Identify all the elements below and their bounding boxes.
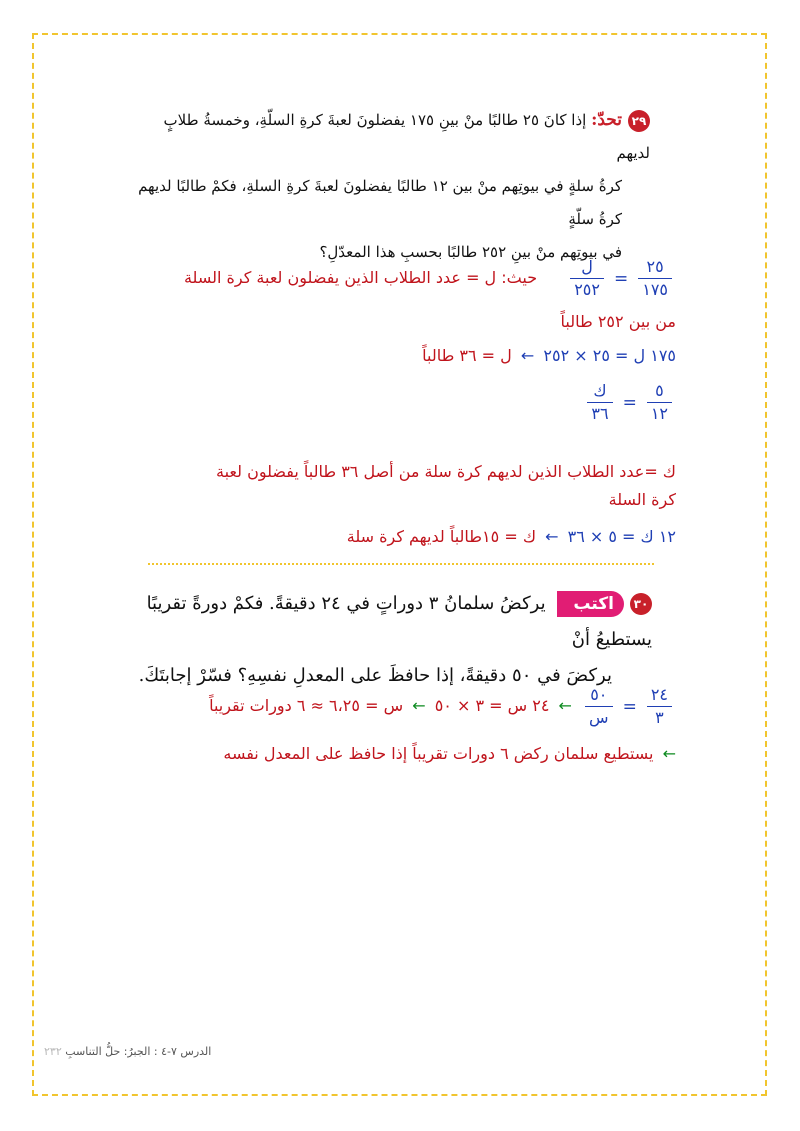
problem-29 bbox=[130, 104, 650, 269]
problem-29-line-1 bbox=[130, 104, 650, 170]
problem-number-badge: ٢٩ bbox=[628, 110, 650, 132]
fraction: $\frac{٢٤}{٣}$ bbox=[647, 684, 672, 729]
fraction: $\frac{٥}{١٢}$ bbox=[647, 380, 672, 425]
arrow-left-icon: ← bbox=[558, 696, 572, 715]
write-keyword-badge: اكتب bbox=[557, 591, 624, 617]
fraction: $\frac{\text{ك}}{٣٦}$ bbox=[587, 380, 612, 425]
solution-30-step: $\frac{٢٤}{٣}$ = $\frac{٥٠}{\text{س}}$ ← ٢٤ س = ٣ × ٥٠ ← س = ٦،٢٥ ≈ ٦ دورات تقريباً bbox=[209, 684, 676, 729]
challenge-keyword: تحدّ: bbox=[591, 110, 622, 130]
solution-29-proportion-2 bbox=[583, 380, 676, 425]
fraction: $\frac{٥٠}{\text{س}}$ bbox=[585, 684, 613, 729]
variable-definition: حيث: ل = عدد الطلاب الذين يفضلون لعبة كرة السلة bbox=[183, 268, 538, 287]
fraction: $\frac{\text{ل}}{٢٥٢}$ bbox=[570, 256, 604, 301]
arrow-left-icon: ← bbox=[520, 346, 535, 365]
solution-29-proportion bbox=[184, 256, 676, 301]
fraction: $\frac{٢٥}{١٧٥}$ bbox=[638, 256, 672, 301]
arrow-left-icon: ← bbox=[545, 527, 559, 546]
page-footer bbox=[44, 1045, 211, 1058]
problem-text: إذا كانَ ٢٥ طالبًا منْ بينِ ١٧٥ يفضلونَ لعبةَ كرةِ السلّةِ، وخمسةُ طلابٍ لديهم bbox=[163, 111, 650, 162]
equals-sign: = bbox=[613, 268, 629, 289]
k-definition-line-1: ك =عدد الطلاب الذين لديهم كرة سلة من أصل ٣٦ طالباً يفضلون لعبة bbox=[216, 462, 676, 481]
solution-30-conclusion: ← يستطيع سلمان ركض ٦ دورات تقريباً إذا حافظ على المعدل نفسه bbox=[223, 744, 676, 763]
solution-29-step: ١٧٥ ل = ٢٥ × ٢٥٢ ← ل = ٣٦ طالباً bbox=[422, 346, 676, 365]
lesson-title: الدرس ٧-٤ : الجبرُ: حلُّ التناسبِ bbox=[65, 1045, 212, 1058]
problem-30 bbox=[112, 586, 652, 694]
variable-definition-cont: من بين ٢٥٢ طالباً bbox=[560, 312, 676, 331]
problem-number-badge: ٣٠ bbox=[630, 593, 652, 615]
problem-29-line-2: كرةُ سلةٍ في بيوتِهم منْ بين ١٢ طالبًا يفضلونَ لعبةَ كرةِ السلةِ، فكمْ طالبًا لديهم كرةُ سلّةٍ bbox=[138, 177, 622, 228]
problem-text: يركضُ سلمانُ ٣ دوراتٍ في ٢٤ دقيقةً. فكمْ دورةً تقريبًا يستطيعُ أنْ bbox=[146, 593, 652, 650]
arrow-left-icon: ← bbox=[412, 696, 426, 715]
solution-29-k-step: ١٢ ك = ٥ × ٣٦ ← ك = ١٥طالباً لديهم كرة سلة bbox=[346, 527, 676, 546]
problem-29-line-3: في بيوتِهم منْ بينِ ٢٥٢ طالبًا بحسبِ هذا المعدّلِ؟ bbox=[319, 243, 622, 261]
equals-sign: = bbox=[622, 392, 637, 413]
equals-sign: = bbox=[622, 696, 637, 717]
k-definition-line-2: كرة السلة bbox=[608, 490, 676, 509]
problem-30-line-2: يركضَ في ٥٠ دقيقةً، إذا حافظَ على المعدلِ نفسِهِ؟ فسّرْ إجابتَكَ. bbox=[138, 665, 612, 686]
problem-30-line-1 bbox=[112, 586, 652, 658]
page-number: ٢٣٢ bbox=[44, 1045, 62, 1058]
section-divider bbox=[148, 563, 654, 565]
arrow-left-icon: ← bbox=[662, 744, 676, 763]
